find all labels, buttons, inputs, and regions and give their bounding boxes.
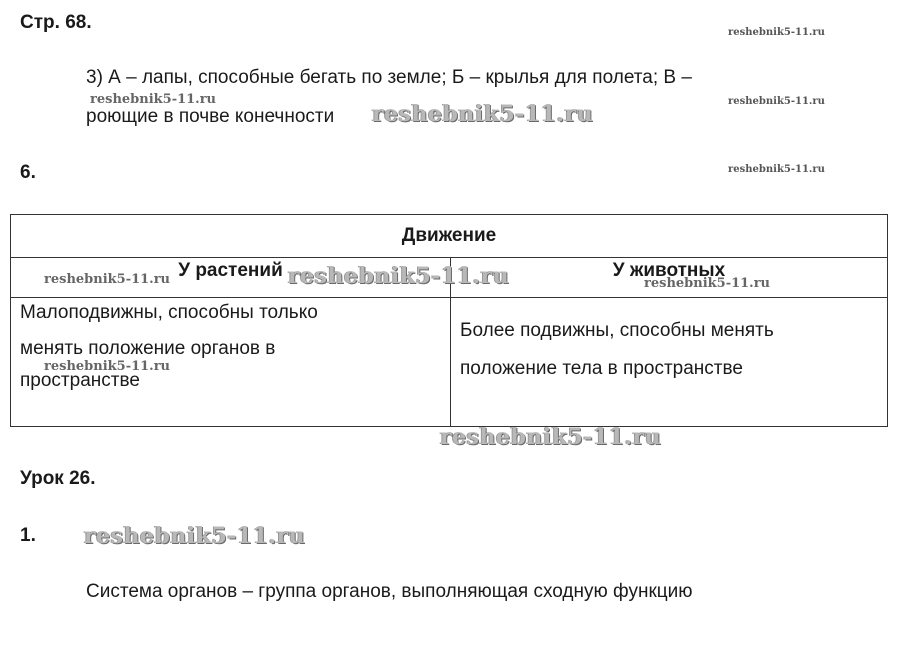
movement-table [10,214,888,427]
table-cell-animals [451,298,888,427]
watermark: reshebnik5-11.ru [84,523,306,549]
answer-line-1: 3) А – лапы, способные бегать по земле; Б – крылья для полета; В – [86,67,692,88]
watermark: reshebnik5-11.ru [644,276,771,291]
cell-line: менять положение органов в [20,338,276,359]
page-heading: Стр. 68. [20,12,92,33]
table-title: Движение [11,215,888,258]
watermark: reshebnik5-11.ru [728,164,825,175]
watermark: reshebnik5-11.ru [372,101,594,127]
answer-line-2: роющие в почве конечности [86,106,335,127]
watermark: reshebnik5-11.ru [90,92,217,107]
column-header-animals: У животных [451,258,888,298]
definition-text: Система органов – группа органов, выполняющая сходную функцию [86,581,693,602]
cell-line: пространстве [20,370,140,391]
watermark: reshebnik5-11.ru [44,359,171,374]
cell-line: Более подвижны, способны менять [460,320,774,341]
task-number: 6. [20,162,36,183]
cell-line: положение тела в пространстве [460,358,743,379]
lesson-heading: Урок 26. [20,468,96,489]
cell-line: Малоподвижны, способны только [20,302,318,323]
watermark: reshebnik5-11.ru [728,96,825,107]
watermark: reshebnik5-11.ru [440,424,662,450]
watermark: reshebnik5-11.ru [44,272,171,287]
task-number: 1. [20,525,36,546]
column-header-plants: У растений [11,258,451,298]
watermark: reshebnik5-11.ru [288,263,510,289]
watermark: reshebnik5-11.ru [728,27,825,38]
